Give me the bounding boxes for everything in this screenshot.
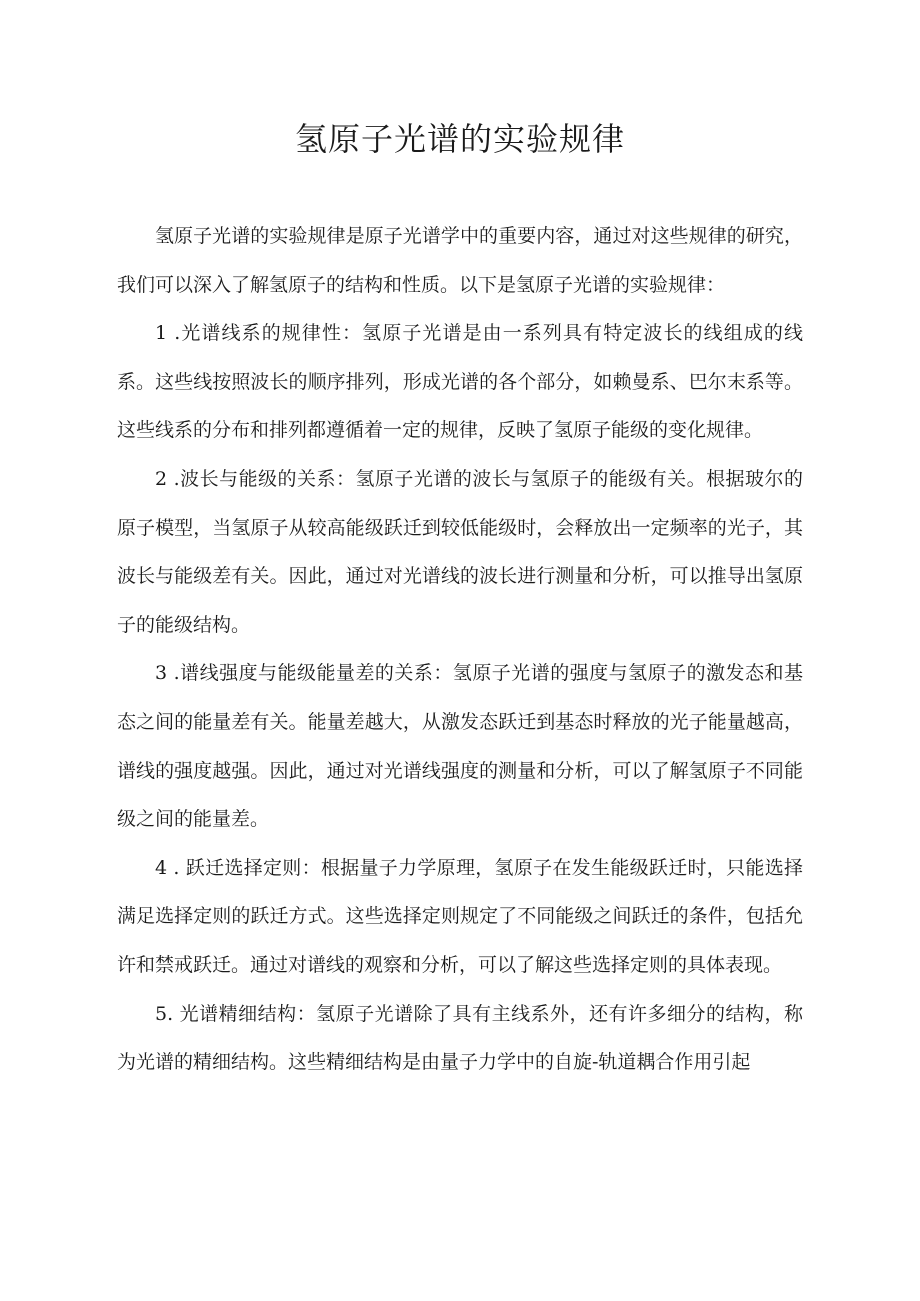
paragraph-item-3: 3 .谱线强度与能级能量差的关系：氢原子光谱的强度与氢原子的激发态和基态之间的能量差有关。能量差越大，从激发态跃迁到基态时释放的光子能量越高，谱线的强度越强。因此，通过对光谱线强度的测量和分析，可以了解氢原子不同能级之间的能量差。 bbox=[117, 662, 803, 831]
paragraph-item-5: 5. 光谱精细结构：氢原子光谱除了具有主线系外，还有许多细分的结构，称为光谱的精细结构。这些精细结构是由量子力学中的自旋-轨道耦合作用引起 bbox=[117, 1002, 803, 1074]
paragraph-item-2: 2 .波长与能级的关系：氢原子光谱的波长与氢原子的能级有关。根据玻尔的原子模型，当氢原子从较高能级跃迁到较低能级时，会释放出一定频率的光子，其波长与能级差有关。因此，通过对光谱线的波长进行测量和分析，可以推导出氢原子的能级结构。 bbox=[117, 467, 803, 636]
paragraph-item-4: 4 . 跃迁选择定则：根据量子力学原理，氢原子在发生能级跃迁时，只能选择满足选择定则的跃迁方式。这些选择定则规定了不同能级之间跃迁的条件，包括允许和禁戒跃迁。通过对谱线的观察和分析，可以了解这些选择定则的具体表现。 bbox=[117, 856, 803, 976]
document-body bbox=[117, 212, 803, 1087]
paragraph-intro: 氢原子光谱的实验规律是原子光谱学中的重要内容，通过对这些规律的研究，我们可以深入了解氢原子的结构和性质。以下是氢原子光谱的实验规律： bbox=[117, 225, 803, 296]
paragraph-item-1: 1 .光谱线系的规律性：氢原子光谱是由一系列具有特定波长的线组成的线系。这些线按照波长的顺序排列，形成光谱的各个部分，如赖曼系、巴尔末系等。这些线系的分布和排列都遵循着一定的规律，反映了氢原子能级的变化规律。 bbox=[117, 322, 803, 442]
document-title: 氢原子光谱的实验规律 bbox=[294, 120, 625, 158]
